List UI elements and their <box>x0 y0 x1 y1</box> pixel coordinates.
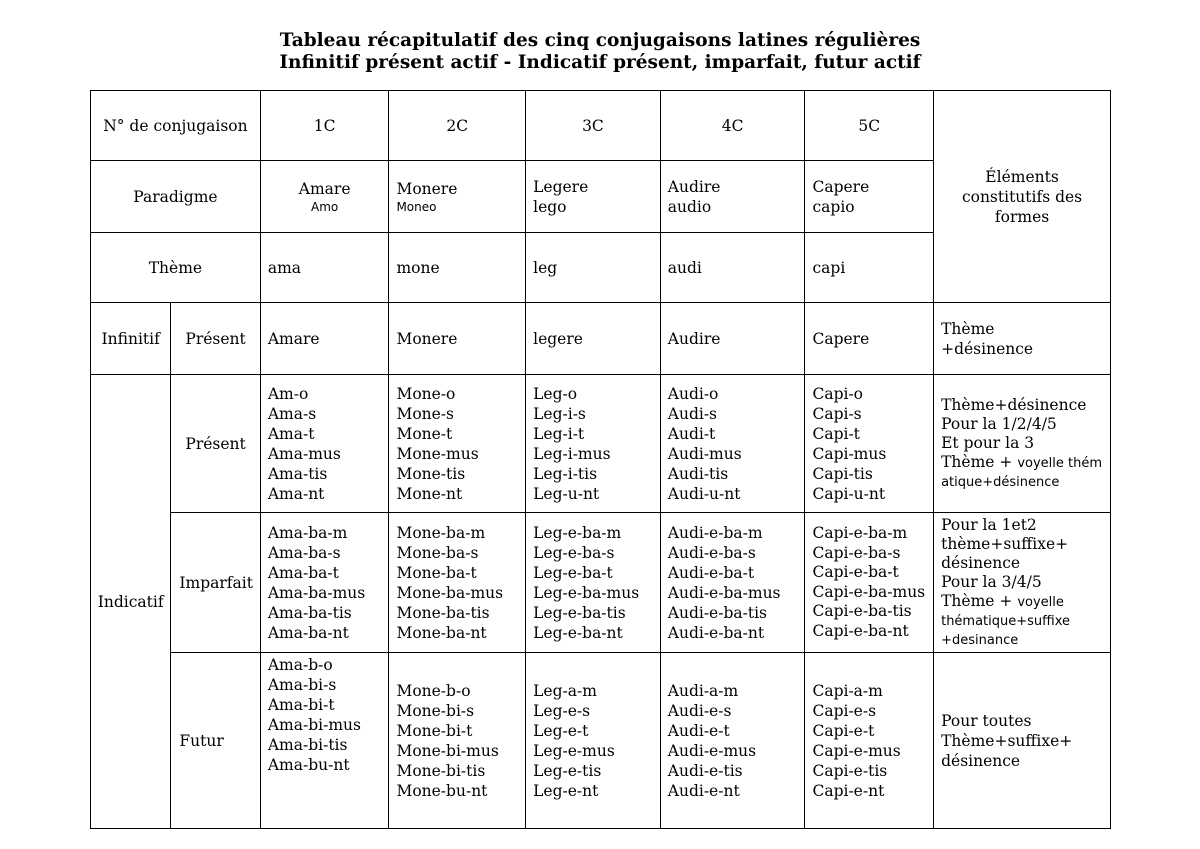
infinitif-label: Infinitif <box>91 303 171 375</box>
conjugation-header: 4C <box>660 91 805 161</box>
futur-forms <box>660 653 805 829</box>
verb-form: Audi-e-ba-tis <box>667 603 768 622</box>
paradigme-label: Paradigme <box>91 161 261 233</box>
elements-small: voyelle thématique+suffixe +desinance <box>941 595 1071 648</box>
verb-form: Leg-e-s <box>533 701 591 720</box>
verb-form: Ama-mus <box>267 444 341 463</box>
conjugation-header: 1C <box>260 91 389 161</box>
verb-form: Capi-e-ba-m <box>812 524 908 542</box>
verb-form: Audi-e-ba-m <box>667 523 763 542</box>
paradigme-sub: Moneo <box>396 199 437 214</box>
verb-form: Capi-e-ba-s <box>812 543 901 562</box>
verb-form: Ama-ba-mus <box>267 583 366 602</box>
verb-form: Audi-e-ba-nt <box>667 623 765 642</box>
conjugation-number-row <box>91 91 1111 161</box>
elements-line: thème+suffixe+ <box>941 535 1069 553</box>
verb-form: Mone-bi-tis <box>396 761 486 780</box>
elements-line: désinence <box>941 554 1021 572</box>
verb-form: Ama-bu-nt <box>267 756 350 774</box>
verb-form: Capi-e-s <box>812 701 877 720</box>
present-forms <box>260 375 389 513</box>
verb-form: Leg-o <box>533 384 578 403</box>
verb-form: Capi-e-tis <box>812 761 888 780</box>
verb-form: Capi-e-mus <box>812 741 901 760</box>
verb-form: Audi-e-ba-t <box>667 563 755 582</box>
verb-form: Capi-mus <box>812 444 887 463</box>
theme-cell: audi <box>660 233 805 303</box>
infinitif-cell: legere <box>526 303 661 375</box>
paradigme-cell <box>805 161 934 233</box>
indicatif-futur-row <box>91 653 1111 829</box>
indicatif-label <box>91 375 171 829</box>
paradigme-main: Legere <box>533 177 589 196</box>
verb-form: Audi-e-nt <box>667 781 740 800</box>
verb-form: Leg-e-ba-t <box>533 563 613 582</box>
verb-form: Mone-nt <box>396 484 463 503</box>
verb-form: Ama-t <box>267 424 315 443</box>
verb-form: Capi-tis <box>812 464 873 483</box>
verb-form: Leg-e-ba-nt <box>533 623 623 642</box>
infinitif-cell: Amare <box>260 303 389 375</box>
elements-header: Éléments constitutifs des formes <box>934 91 1111 303</box>
verb-form: Leg-i-mus <box>533 444 611 463</box>
elements-line: désinence <box>941 751 1021 770</box>
verb-form: Ama-bi-s <box>267 676 337 694</box>
paradigme-sub: lego <box>533 197 567 216</box>
futur-forms <box>260 653 389 829</box>
verb-form: Capi-e-nt <box>812 781 885 800</box>
verb-form: Leg-e-nt <box>533 781 599 800</box>
futur-elements <box>934 653 1111 829</box>
verb-form: Leg-i-t <box>533 424 585 443</box>
verb-form: Mone-t <box>396 424 453 443</box>
infinitif-row <box>91 303 1111 375</box>
present-forms <box>526 375 661 513</box>
verb-form: Leg-e-ba-s <box>533 543 615 562</box>
paradigme-cell <box>389 161 526 233</box>
paradigme-cell <box>660 161 805 233</box>
verb-form: Ama-ba-t <box>267 563 339 582</box>
verb-form: Mone-tis <box>396 464 466 483</box>
document-title <box>0 30 1200 74</box>
verb-form: Audi-s <box>667 404 718 423</box>
verb-form: Ama-bi-tis <box>267 736 348 754</box>
paradigme-main: Audire <box>667 177 721 196</box>
elements-plus: + <box>994 453 1018 471</box>
elements-line: Pour la 3/4/5 <box>941 573 1042 591</box>
elements-line: Pour la 1et2 <box>941 516 1037 534</box>
verb-form: Capi-s <box>812 404 862 423</box>
indicatif-label-part: Indicatif <box>97 592 164 611</box>
imparfait-elements <box>934 513 1111 653</box>
futur-forms <box>526 653 661 829</box>
futur-label: Futur <box>171 653 260 829</box>
theme-cell: capi <box>805 233 934 303</box>
verb-form: Capi-t <box>812 424 860 443</box>
verb-form: Audi-e-s <box>667 701 732 720</box>
verb-form: Audi-a-m <box>667 681 739 700</box>
elements-small: voyelle thématique+désinence <box>941 456 1103 490</box>
paradigme-main: Capere <box>812 177 870 196</box>
imparfait-forms <box>660 513 805 653</box>
title-line-1: Tableau récapitulatif des cinq conjugaisons latines régulières <box>279 30 921 51</box>
verb-form: Audi-u-nt <box>667 484 741 503</box>
verb-form: Audi-e-mus <box>667 741 757 760</box>
verb-form: Audi-e-t <box>667 721 730 740</box>
verb-form: Capi-e-t <box>812 721 875 740</box>
paradigme-main: Monere <box>396 179 458 198</box>
verb-form: Capi-e-ba-tis <box>812 602 912 620</box>
verb-form: Audi-e-ba-mus <box>667 583 781 602</box>
conjugation-header: 3C <box>526 91 661 161</box>
infinitif-elements <box>934 303 1111 375</box>
indicatif-imparfait-row <box>91 513 1111 653</box>
verb-form: Audi-e-tis <box>667 761 743 780</box>
verb-form: Ama-ba-tis <box>267 603 352 622</box>
verb-form: Mone-ba-t <box>396 563 477 582</box>
verb-form: Ama-ba-nt <box>267 623 349 642</box>
verb-form: Leg-e-t <box>533 721 589 740</box>
elements-line: Pour la 1/2/4/5 <box>941 415 1057 433</box>
infinitif-present-label: Présent <box>171 303 260 375</box>
verb-form: Mone-s <box>396 404 455 423</box>
present-forms <box>805 375 934 513</box>
verb-form: Audi-t <box>667 424 716 443</box>
verb-form: Ama-bi-t <box>267 696 335 714</box>
verb-form: Ama-bi-mus <box>267 716 361 734</box>
verb-form: Ama-s <box>267 404 317 423</box>
paradigme-cell <box>526 161 661 233</box>
theme-cell: mone <box>389 233 526 303</box>
paradigme-sub: capio <box>812 197 855 216</box>
verb-form: Mone-ba-m <box>396 523 486 542</box>
verb-form: Leg-e-mus <box>533 741 615 760</box>
verb-form: Leg-e-tis <box>533 761 602 780</box>
elements-line: Et pour la 3 <box>941 434 1035 452</box>
verb-form: Ama-ba-m <box>267 523 348 542</box>
verb-form: Leg-e-ba-tis <box>533 603 626 622</box>
theme-label: Thème <box>91 233 261 303</box>
imparfait-forms <box>526 513 661 653</box>
verb-form: Audi-tis <box>667 464 729 483</box>
verb-form: Am-o <box>267 384 309 403</box>
futur-forms <box>805 653 934 829</box>
verb-form: Mone-b-o <box>396 681 471 700</box>
conjugation-header: 5C <box>805 91 934 161</box>
present-forms <box>389 375 526 513</box>
verb-form: Leg-a-m <box>533 681 597 700</box>
present-forms <box>660 375 805 513</box>
verb-form: Ama-nt <box>267 484 325 503</box>
paradigme-main: Amare <box>298 179 351 198</box>
verb-form: Ama-tis <box>267 464 328 483</box>
theme-cell: ama <box>260 233 389 303</box>
verb-form: Leg-i-tis <box>533 464 598 483</box>
conjugation-table <box>90 90 1111 829</box>
elements-line: Thème <box>941 319 995 338</box>
conjugation-number-label: N° de conjugaison <box>91 91 261 161</box>
elements-line: Thème+suffixe+ <box>941 731 1073 750</box>
elements-bold: Thème <box>941 592 995 610</box>
verb-form: Leg-i-s <box>533 404 586 423</box>
verb-form: Capi-e-ba-nt <box>812 621 909 640</box>
verb-form: Leg-e-ba-mus <box>533 583 640 602</box>
present-label: Présent <box>171 375 260 513</box>
verb-form: Audi-mus <box>667 444 742 463</box>
verb-form: Mone-o <box>396 384 456 403</box>
verb-form: Ama-b-o <box>267 656 333 674</box>
elements-plus: + <box>994 592 1018 610</box>
paradigme-sub: Amo <box>311 199 339 214</box>
infinitif-cell: Capere <box>805 303 934 375</box>
futur-forms <box>389 653 526 829</box>
verb-form: Mone-ba-mus <box>396 583 504 602</box>
imparfait-label <box>171 513 260 653</box>
elements-bold: Thème <box>941 453 995 471</box>
elements-line: Pour toutes <box>941 711 1032 730</box>
imparfait-forms <box>805 513 934 653</box>
verb-form: Capi-e-ba-t <box>812 563 899 581</box>
paradigme-cell <box>260 161 389 233</box>
imparfait-forms <box>389 513 526 653</box>
verb-form: Audi-o <box>667 384 719 403</box>
paradigme-sub: audio <box>667 197 712 216</box>
imparfait-forms <box>260 513 389 653</box>
infinitif-cell: Monere <box>389 303 526 375</box>
verb-form: Mone-bi-mus <box>396 741 499 760</box>
verb-form: Mone-bi-t <box>396 721 473 740</box>
title-line-2: Infinitif présent actif - Indicatif présent, imparfait, futur actif <box>279 52 921 73</box>
verb-form: Capi-e-ba-mus <box>812 582 926 601</box>
elements-line: Thème+désinence <box>941 396 1087 414</box>
verb-form: Mone-ba-s <box>396 543 479 562</box>
imparfait-label-text: Imparfait <box>179 573 253 592</box>
verb-form: Leg-e-ba-m <box>533 523 622 542</box>
infinitif-cell: Audire <box>660 303 805 375</box>
verb-form: Mone-ba-nt <box>396 623 487 642</box>
verb-form: Capi-a-m <box>812 681 883 700</box>
verb-form: Mone-bu-nt <box>396 781 488 800</box>
verb-form: Leg-u-nt <box>533 484 600 503</box>
verb-form: Mone-bi-s <box>396 701 475 720</box>
present-elements <box>934 375 1111 513</box>
elements-line: +désinence <box>941 339 1034 358</box>
verb-form: Audi-e-ba-s <box>667 543 756 562</box>
conjugation-header: 2C <box>389 91 526 161</box>
verb-form: Mone-ba-tis <box>396 603 490 622</box>
verb-form: Ama-ba-s <box>267 543 341 562</box>
verb-form: Capi-u-nt <box>812 484 886 503</box>
verb-form: Mone-mus <box>396 444 479 463</box>
theme-cell: leg <box>526 233 661 303</box>
verb-form: Capi-o <box>812 384 864 403</box>
indicatif-present-row <box>91 375 1111 513</box>
